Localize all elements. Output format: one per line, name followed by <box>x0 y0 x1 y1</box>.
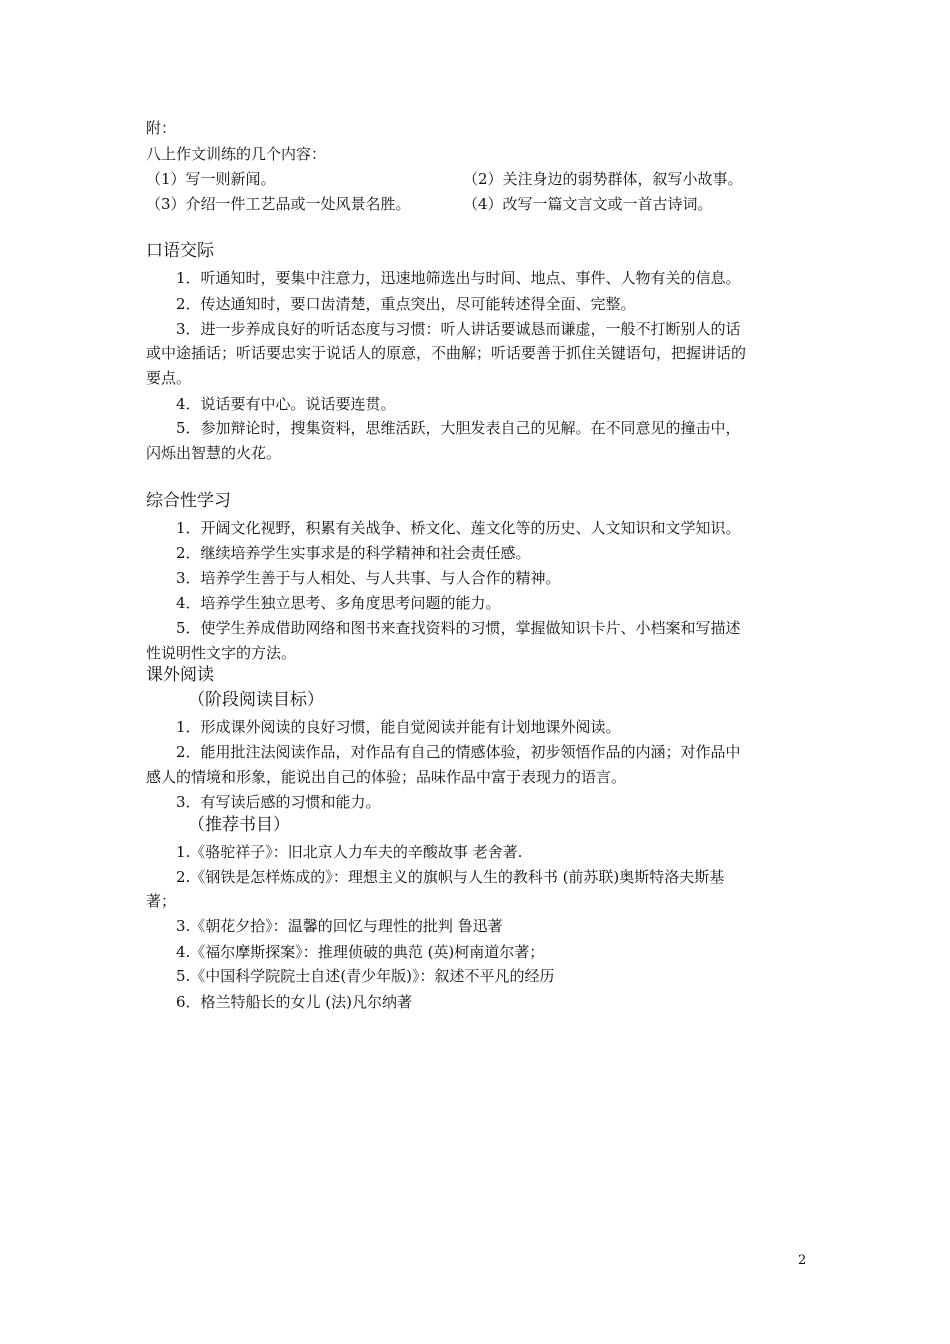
reading-goal-continued: 感人的情境和形象，能说出自己的体验；品味作品中富于表现力的语言。 <box>146 768 627 786</box>
appendix-item-3: （3）介绍一件工艺品或一处风景名胜。 <box>146 195 411 213</box>
integrated-item: 4．培养学生独立思考、多角度思考问题的能力。 <box>176 594 501 612</box>
integrated-item: 3．培养学生善于与人相处、与人共事、与人合作的精神。 <box>176 569 561 587</box>
reading-goal: 1．形成课外阅读的良好习惯，能自觉阅读并能有计划地课外阅读。 <box>176 718 621 736</box>
page-number: 2 <box>798 1253 807 1268</box>
book-item: 3.《朝花夕拾》：温馨的回忆与理性的批判 鲁迅著 <box>176 917 503 935</box>
reading-goal: 3．有写读后感的习惯和能力。 <box>176 793 381 811</box>
reading-goals-title: （阶段阅读目标） <box>188 690 324 710</box>
integrated-item: 5．使学生养成借助网络和图书来查找资料的习惯，掌握做知识卡片、小档案和写描述 <box>176 619 741 637</box>
appendix-item-2: （2）关注身边的弱势群体，叙写小故事。 <box>463 170 743 188</box>
integrated-item: 1．开阔文化视野，积累有关战争、桥文化、莲文化等的历史、人文知识和文学知识。 <box>176 519 741 537</box>
appendix-intro: 八上作文训练的几个内容： <box>146 145 327 163</box>
book-item: 2.《钢铁是怎样炼成的》：理想主义的旗帜与人生的教科书 (前苏联)奥斯特洛夫斯基 <box>176 868 725 886</box>
oral-item: 3．进一步养成良好的听话态度与习惯：听人讲话要诚恳而谦虚，一般不打断别人的话 <box>176 320 741 338</box>
oral-item: 5．参加辩论时，搜集资料，思维活跃，大胆发表自己的见解。在不同意见的撞击中， <box>176 419 741 437</box>
book-item: 6．格兰特船长的女儿 (法)凡尔纳著 <box>176 993 413 1011</box>
appendix-item-1: （1）写一则新闻。 <box>146 170 276 188</box>
oral-item-continued: 或中途插话；听话要忠实于说话人的原意，不曲解；听话要善于抓住关键语句，把握讲话的 <box>146 344 747 362</box>
oral-item-continued: 闪烁出智慧的火花。 <box>146 444 282 462</box>
book-item: 1.《骆驼祥子》：旧北京人力车夫的辛酸故事 老舍著. <box>176 843 523 861</box>
book-item: 4.《福尔摩斯探案》：推理侦破的典范 (英)柯南道尔著； <box>176 943 545 961</box>
oral-item: 4．说话要有中心。说话要连贯。 <box>176 395 396 413</box>
reading-books-title: （推荐书目） <box>188 815 290 835</box>
section-heading-oral: 口语交际 <box>146 241 214 261</box>
appendix-item-4: （4）改写一篇文言文或一首古诗词。 <box>463 195 713 213</box>
book-item: 5.《中国科学院院士自述(青少年版)》：叙述不平凡的经历 <box>176 967 555 985</box>
integrated-item: 2．继续培养学生实事求是的科学精神和社会责任感。 <box>176 544 531 562</box>
oral-item: 2．传达通知时，要口齿清楚，重点突出，尽可能转述得全面、完整。 <box>176 295 636 313</box>
reading-goal: 2．能用批注法阅读作品，对作品有自己的情感体验，初步领悟作品的内涵；对作品中 <box>176 743 741 761</box>
integrated-item-continued: 性说明性文字的方法。 <box>146 644 297 662</box>
oral-item-continued: 要点。 <box>146 369 192 387</box>
book-item-continued: 著； <box>146 892 177 910</box>
section-heading-integrated: 综合性学习 <box>146 491 231 511</box>
oral-item: 1．听通知时，要集中注意力，迅速地筛选出与时间、地点、事件、人物有关的信息。 <box>176 269 741 287</box>
section-heading-reading: 课外阅读 <box>146 665 214 685</box>
appendix-label: 附： <box>146 119 177 137</box>
